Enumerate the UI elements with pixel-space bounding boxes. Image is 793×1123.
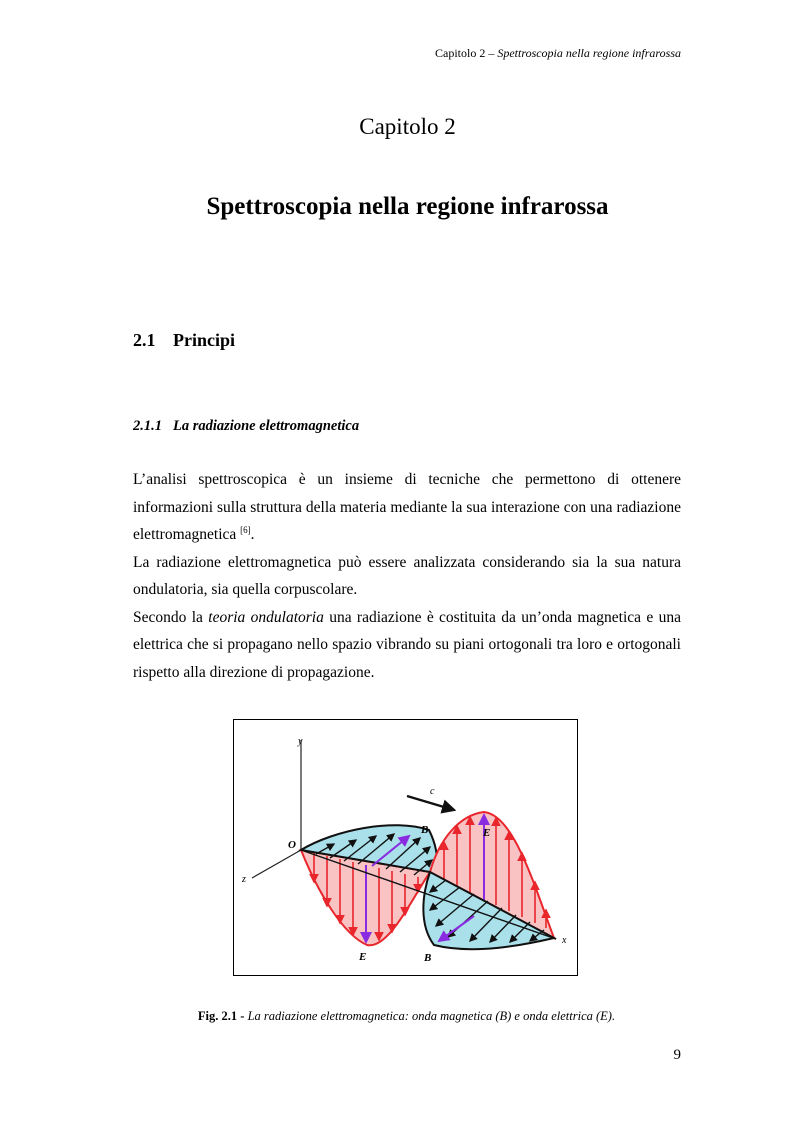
paragraph-1-end: .	[250, 526, 255, 543]
paragraph-3-emphasis: teoria ondulatoria	[208, 608, 324, 626]
running-header-title: Spettroscopia nella regione infrarossa	[497, 46, 681, 60]
electric-label-1: E	[359, 951, 367, 963]
origin-label: O	[288, 839, 296, 851]
figure-2-1	[233, 719, 578, 976]
section-number: 2.1	[133, 330, 156, 350]
propagation-label: c	[430, 786, 435, 797]
running-header	[435, 46, 681, 61]
section-heading	[133, 330, 235, 351]
magnetic-label-1: B	[421, 824, 429, 836]
paragraph-1	[133, 466, 681, 549]
y-axis-label: y	[298, 736, 303, 747]
paragraph-3-pre: Secondo la	[133, 608, 209, 626]
propagation-arrow	[407, 796, 454, 810]
x-axis-label: x	[562, 935, 567, 946]
figure-caption	[0, 1009, 793, 1024]
figure-caption-text: La radiazione elettromagnetica: onda magnetica (B) e onda elettrica (E).	[247, 1009, 616, 1023]
chapter-label: Capitolo 2	[359, 114, 456, 139]
paragraph-2: La radiazione elettromagnetica può essere analizzata considerando sia la sua natura ondulatoria, sia quella corpuscolare.	[133, 553, 681, 598]
z-axis-label: z	[242, 874, 246, 885]
section-title: Principi	[173, 330, 235, 350]
figure-caption-number: Fig. 2.1 -	[197, 1009, 245, 1023]
paragraph-1-text: L’analisi spettroscopica è un insieme di tecniche che permettono di ottenere informazioni sulla struttura della materia mediante la sua interazione con una radiazione elettromagnetica	[133, 471, 681, 543]
electric-label-2: E	[483, 827, 491, 839]
chapter-title: Spettroscopia nella regione infrarossa	[206, 193, 609, 220]
em-wave-diagram	[234, 720, 577, 975]
z-axis	[252, 850, 301, 878]
subsection-title: La radiazione elettromagnetica	[173, 418, 360, 434]
magnetic-label-2: B	[424, 952, 432, 964]
paragraph-3-post: una radiazione è costituita da un’onda magnetica e una elettrica che si propagano nello spazio vibrando su piani ortogonali tra loro e ortogonali rispetto alla direzione di propagazione.	[133, 608, 681, 681]
running-header-prefix: Capitolo 2 –	[435, 46, 495, 60]
subsection-heading	[133, 418, 359, 435]
page-number: 9	[673, 1047, 681, 1063]
subsection-number: 2.1.1	[133, 418, 162, 434]
body-text	[133, 466, 681, 686]
citation-reference: [6]	[240, 525, 251, 535]
paragraph-3	[133, 604, 681, 687]
